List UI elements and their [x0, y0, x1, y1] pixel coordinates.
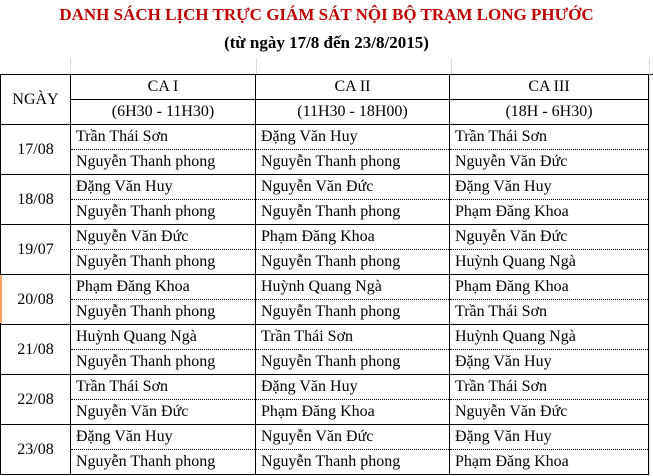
shift-1-staff: Nguyễn Thanh phong	[71, 200, 256, 225]
table-row	[1, 450, 649, 475]
shift-2-staff: Huỳnh Quang Ngà	[256, 275, 450, 300]
table-row	[1, 375, 649, 400]
shift-3-staff: Trần Thái Sơn	[450, 125, 649, 150]
shift-2-staff: Nguyễn Văn Đức	[256, 175, 450, 200]
shift-2-staff: Phạm Đăng Khoa	[256, 225, 450, 250]
shift-3-staff: Nguyễn Văn Đức	[450, 225, 649, 250]
table-row	[1, 200, 649, 225]
shift-2-staff: Nguyễn Thanh phong	[256, 350, 450, 375]
column-divider	[451, 58, 452, 74]
table-row	[1, 175, 649, 200]
shift-3-staff: Đặng Văn Huy	[450, 425, 649, 450]
cell-selection-marker	[0, 275, 2, 323]
document-subtitle: (từ ngày 17/8 đến 23/8/2015)	[224, 33, 429, 52]
shift-1-staff: Trần Thái Sơn	[71, 125, 256, 150]
column-divider	[256, 58, 257, 74]
date-cell: 23/08	[1, 425, 71, 475]
shift-1-staff: Đặng Văn Huy	[71, 425, 256, 450]
table-row	[1, 400, 649, 425]
blank-spreadsheet-row	[0, 58, 653, 75]
header-shift-2-time: (11H30 - 18H00)	[256, 100, 450, 125]
shift-3-staff: Nguyễn Văn Đức	[450, 150, 649, 175]
shift-3-staff: Huỳnh Quang Ngà	[450, 250, 649, 275]
shift-1-staff: Huỳnh Quang Ngà	[71, 325, 256, 350]
shift-1-staff: Phạm Đăng Khoa	[71, 275, 256, 300]
shift-2-staff: Nguyễn Thanh phong	[256, 300, 450, 325]
shift-3-staff: Phạm Đăng Khoa	[450, 275, 649, 300]
shift-2-staff: Đặng Văn Huy	[256, 375, 450, 400]
shift-1-staff: Nguyễn Văn Đức	[71, 225, 256, 250]
date-cell: 19/07	[1, 225, 71, 275]
table-row	[1, 300, 649, 325]
header-shift-3-name: CA III	[450, 75, 649, 100]
header-row-shift-names	[1, 75, 649, 100]
shift-2-staff: Trần Thái Sơn	[256, 325, 450, 350]
shift-3-staff: Trần Thái Sơn	[450, 375, 649, 400]
table-row	[1, 225, 649, 250]
date-cell: 20/08	[1, 275, 71, 325]
shift-2-staff: Nguyễn Thanh phong	[256, 250, 450, 275]
shift-3-staff: Đặng Văn Huy	[450, 175, 649, 200]
shift-1-staff: Nguyễn Thanh phong	[71, 150, 256, 175]
shift-2-staff: Phạm Đăng Khoa	[256, 400, 450, 425]
header-shift-2-name: CA II	[256, 75, 450, 100]
shift-3-staff: Phạm Đăng Khoa	[450, 200, 649, 225]
shift-3-staff: Đặng Văn Huy	[450, 350, 649, 375]
table-row	[1, 150, 649, 175]
table-row	[1, 250, 649, 275]
shift-1-staff: Nguyễn Thanh phong	[71, 300, 256, 325]
shift-1-staff: Nguyễn Thanh phong	[71, 350, 256, 375]
table-row	[1, 350, 649, 375]
duty-roster-table	[0, 74, 649, 475]
table-row	[1, 425, 649, 450]
header-date: NGÀY	[1, 75, 71, 125]
shift-2-staff: Nguyễn Thanh phong	[256, 200, 450, 225]
table-header	[1, 75, 649, 125]
column-divider	[649, 58, 653, 476]
document-title: DANH SÁCH LỊCH TRỰC GIÁM SÁT NỘI BỘ TRẠM LONG PHƯỚC	[59, 5, 594, 24]
table-row	[1, 325, 649, 350]
shift-1-staff: Nguyễn Thanh phong	[71, 450, 256, 475]
date-cell: 21/08	[1, 325, 71, 375]
shift-2-staff: Nguyễn Văn Đức	[256, 425, 450, 450]
date-cell: 22/08	[1, 375, 71, 425]
table-row	[1, 125, 649, 150]
shift-1-staff: Nguyễn Văn Đức	[71, 400, 256, 425]
header-shift-1-time: (6H30 - 11H30)	[71, 100, 256, 125]
shift-2-staff: Nguyễn Thanh phong	[256, 450, 450, 475]
shift-2-staff: Đặng Văn Huy	[256, 125, 450, 150]
header-row-shift-times	[1, 100, 649, 125]
table-row	[1, 275, 649, 300]
shift-1-staff: Nguyễn Thanh phong	[71, 250, 256, 275]
date-cell: 17/08	[1, 125, 71, 175]
shift-3-staff: Phạm Đăng Khoa	[450, 450, 649, 475]
shift-3-staff: Huỳnh Quang Ngà	[450, 325, 649, 350]
header-shift-1-name: CA I	[71, 75, 256, 100]
header-shift-3-time: (18H - 6H30)	[450, 100, 649, 125]
shift-3-staff: Trần Thái Sơn	[450, 300, 649, 325]
shift-2-staff: Nguyễn Thanh phong	[256, 150, 450, 175]
table-body	[1, 125, 649, 475]
shift-3-staff: Nguyễn Văn Đức	[450, 400, 649, 425]
date-cell: 18/08	[1, 175, 71, 225]
column-divider	[70, 58, 71, 74]
shift-1-staff: Trần Thái Sơn	[71, 375, 256, 400]
shift-1-staff: Đặng Văn Huy	[71, 175, 256, 200]
